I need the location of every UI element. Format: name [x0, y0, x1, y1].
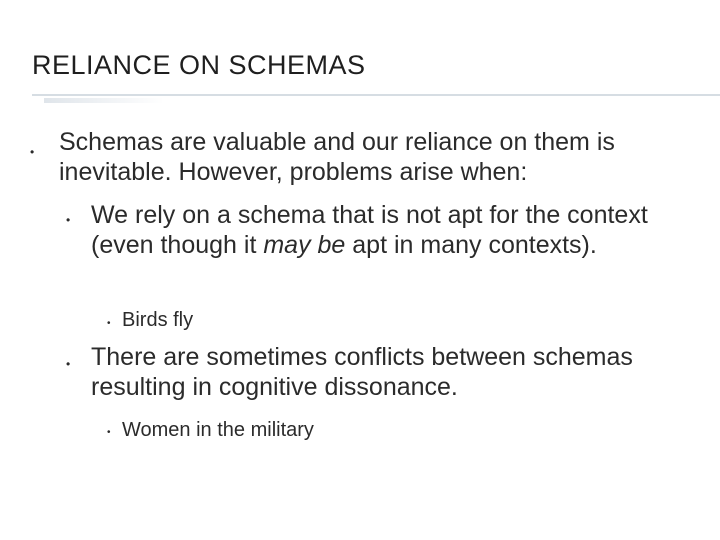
- bullet-icon: •: [107, 427, 111, 438]
- sub-bullet-text-start: We rely on a schema that is not apt for the context (even though it: [91, 201, 648, 259]
- sub-bullet-text-end: apt in many contexts).: [345, 230, 597, 259]
- bullet-main-text: Schemas are valuable and our reliance on them is inevitable. However, problems arise when:: [59, 128, 615, 186]
- sub-bullet-schema-not-apt: [91, 201, 691, 261]
- bullet-icon: •: [66, 357, 71, 371]
- sub-bullet-schema-conflicts: There are sometimes conflicts between schemas resulting in cognitive dissonance.: [91, 343, 633, 401]
- title-divider-accent: [44, 98, 164, 103]
- bullet-icon: •: [30, 145, 35, 159]
- example-women-military: Women in the military: [122, 419, 314, 441]
- example-birds-fly: Birds fly: [122, 309, 194, 331]
- bullet-icon: •: [107, 318, 111, 329]
- title-divider: [32, 94, 720, 96]
- sub-bullet-emphasis: may be: [263, 230, 346, 259]
- bullet-icon: •: [66, 213, 71, 227]
- slide-title: RELIANCE ON SCHEMAS: [32, 50, 366, 80]
